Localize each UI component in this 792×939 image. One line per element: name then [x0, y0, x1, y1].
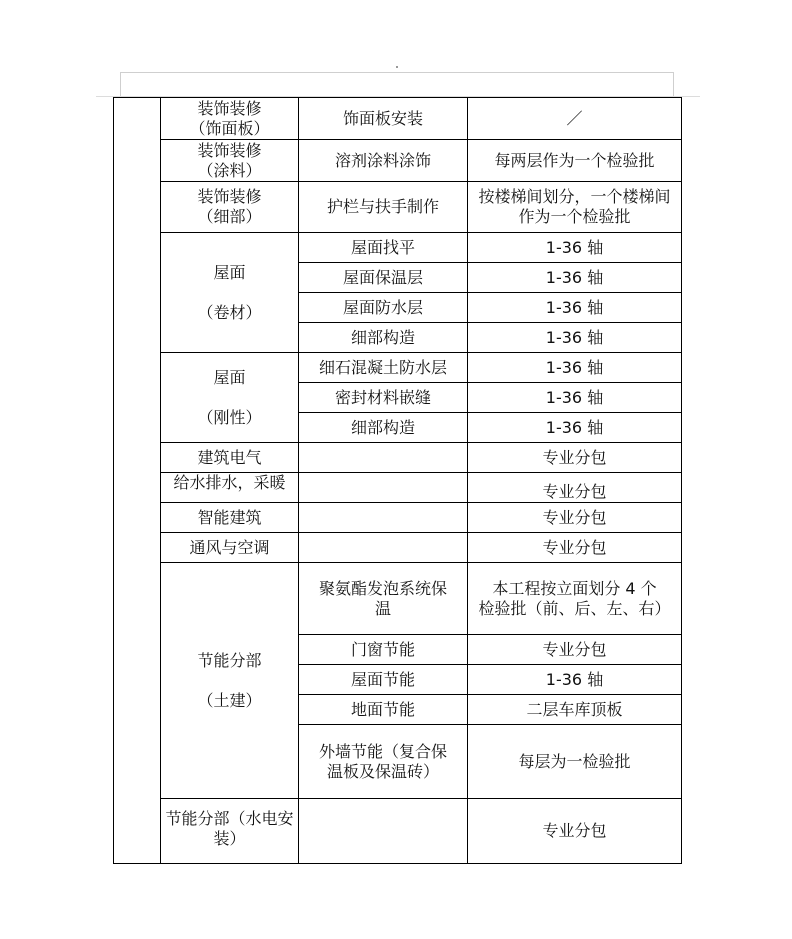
item-cell: 细石混凝土防水层	[299, 353, 468, 383]
item-cell: 细部构造	[299, 413, 468, 443]
subdivision-cell: 给水排水，采暖	[161, 473, 299, 503]
table-row	[114, 353, 682, 383]
batch-cell: 二层车库顶板	[468, 695, 682, 725]
item-cell: 外墙节能（复合保 温板及保温砖）	[299, 725, 468, 799]
subdivision-cell: 装饰装修 （涂料）	[161, 140, 299, 182]
batch-cell: 专业分包	[468, 533, 682, 563]
table-row	[114, 182, 682, 233]
item-cell: 饰面板安装	[299, 98, 468, 140]
item-cell: 地面节能	[299, 695, 468, 725]
subdivision-cell: 建筑电气	[161, 443, 299, 473]
item-cell	[299, 503, 468, 533]
batch-cell: 每层为一检验批	[468, 725, 682, 799]
item-cell: 门窗节能	[299, 635, 468, 665]
item-cell: 溶剂涂料涂饰	[299, 140, 468, 182]
left-merged-column	[114, 98, 161, 864]
subdivision-cell: 智能建筑	[161, 503, 299, 533]
batch-cell: 专业分包	[468, 635, 682, 665]
subdivision-cell: 装饰装修 （饰面板）	[161, 98, 299, 140]
subdivision-cell: 节能分部（水电安 装）	[161, 799, 299, 864]
subdivision-cell: 装饰装修 （细部）	[161, 182, 299, 233]
header-mark	[396, 66, 398, 68]
subdivision-group-cell: 屋面 （卷材）	[161, 233, 299, 353]
item-cell: 聚氨酯发泡系统保 温	[299, 563, 468, 635]
table-row	[114, 140, 682, 182]
item-cell	[299, 473, 468, 503]
batch-cell: ／	[468, 98, 682, 140]
subdivision-group-cell: 屋面 （刚性）	[161, 353, 299, 443]
batch-cell: 每两层作为一个检验批	[468, 140, 682, 182]
item-cell: 屋面找平	[299, 233, 468, 263]
subdivision-cell: 通风与空调	[161, 533, 299, 563]
table-row	[114, 563, 682, 635]
item-cell: 屋面防水层	[299, 293, 468, 323]
item-cell	[299, 443, 468, 473]
batch-cell: 1-36 轴	[468, 293, 682, 323]
item-cell: 屋面保温层	[299, 263, 468, 293]
item-cell	[299, 799, 468, 864]
page-header-box	[120, 72, 674, 96]
table-row	[114, 533, 682, 563]
table-row	[114, 799, 682, 864]
table-row	[114, 503, 682, 533]
batch-cell: 1-36 轴	[468, 665, 682, 695]
batch-cell: 1-36 轴	[468, 383, 682, 413]
batch-cell: 按楼梯间划分，一个楼梯间 作为一个检验批	[468, 182, 682, 233]
subdivision-group-cell: 节能分部 （土建）	[161, 563, 299, 799]
batch-cell: 1-36 轴	[468, 413, 682, 443]
item-cell: 护栏与扶手制作	[299, 182, 468, 233]
table-row	[114, 473, 682, 503]
table-row	[114, 443, 682, 473]
item-cell: 屋面节能	[299, 665, 468, 695]
inspection-batch-table	[113, 97, 682, 864]
batch-cell: 本工程按立面划分 4 个 检验批（前、后、左、右）	[468, 563, 682, 635]
batch-cell: 专业分包	[468, 799, 682, 864]
batch-cell: 1-36 轴	[468, 323, 682, 353]
item-cell: 密封材料嵌缝	[299, 383, 468, 413]
table-row	[114, 233, 682, 263]
batch-cell: 专业分包	[468, 473, 682, 503]
item-cell	[299, 533, 468, 563]
item-cell: 细部构造	[299, 323, 468, 353]
batch-cell: 1-36 轴	[468, 233, 682, 263]
batch-cell: 专业分包	[468, 443, 682, 473]
batch-cell: 1-36 轴	[468, 263, 682, 293]
batch-cell: 1-36 轴	[468, 353, 682, 383]
table-row	[114, 98, 682, 140]
batch-cell: 专业分包	[468, 503, 682, 533]
